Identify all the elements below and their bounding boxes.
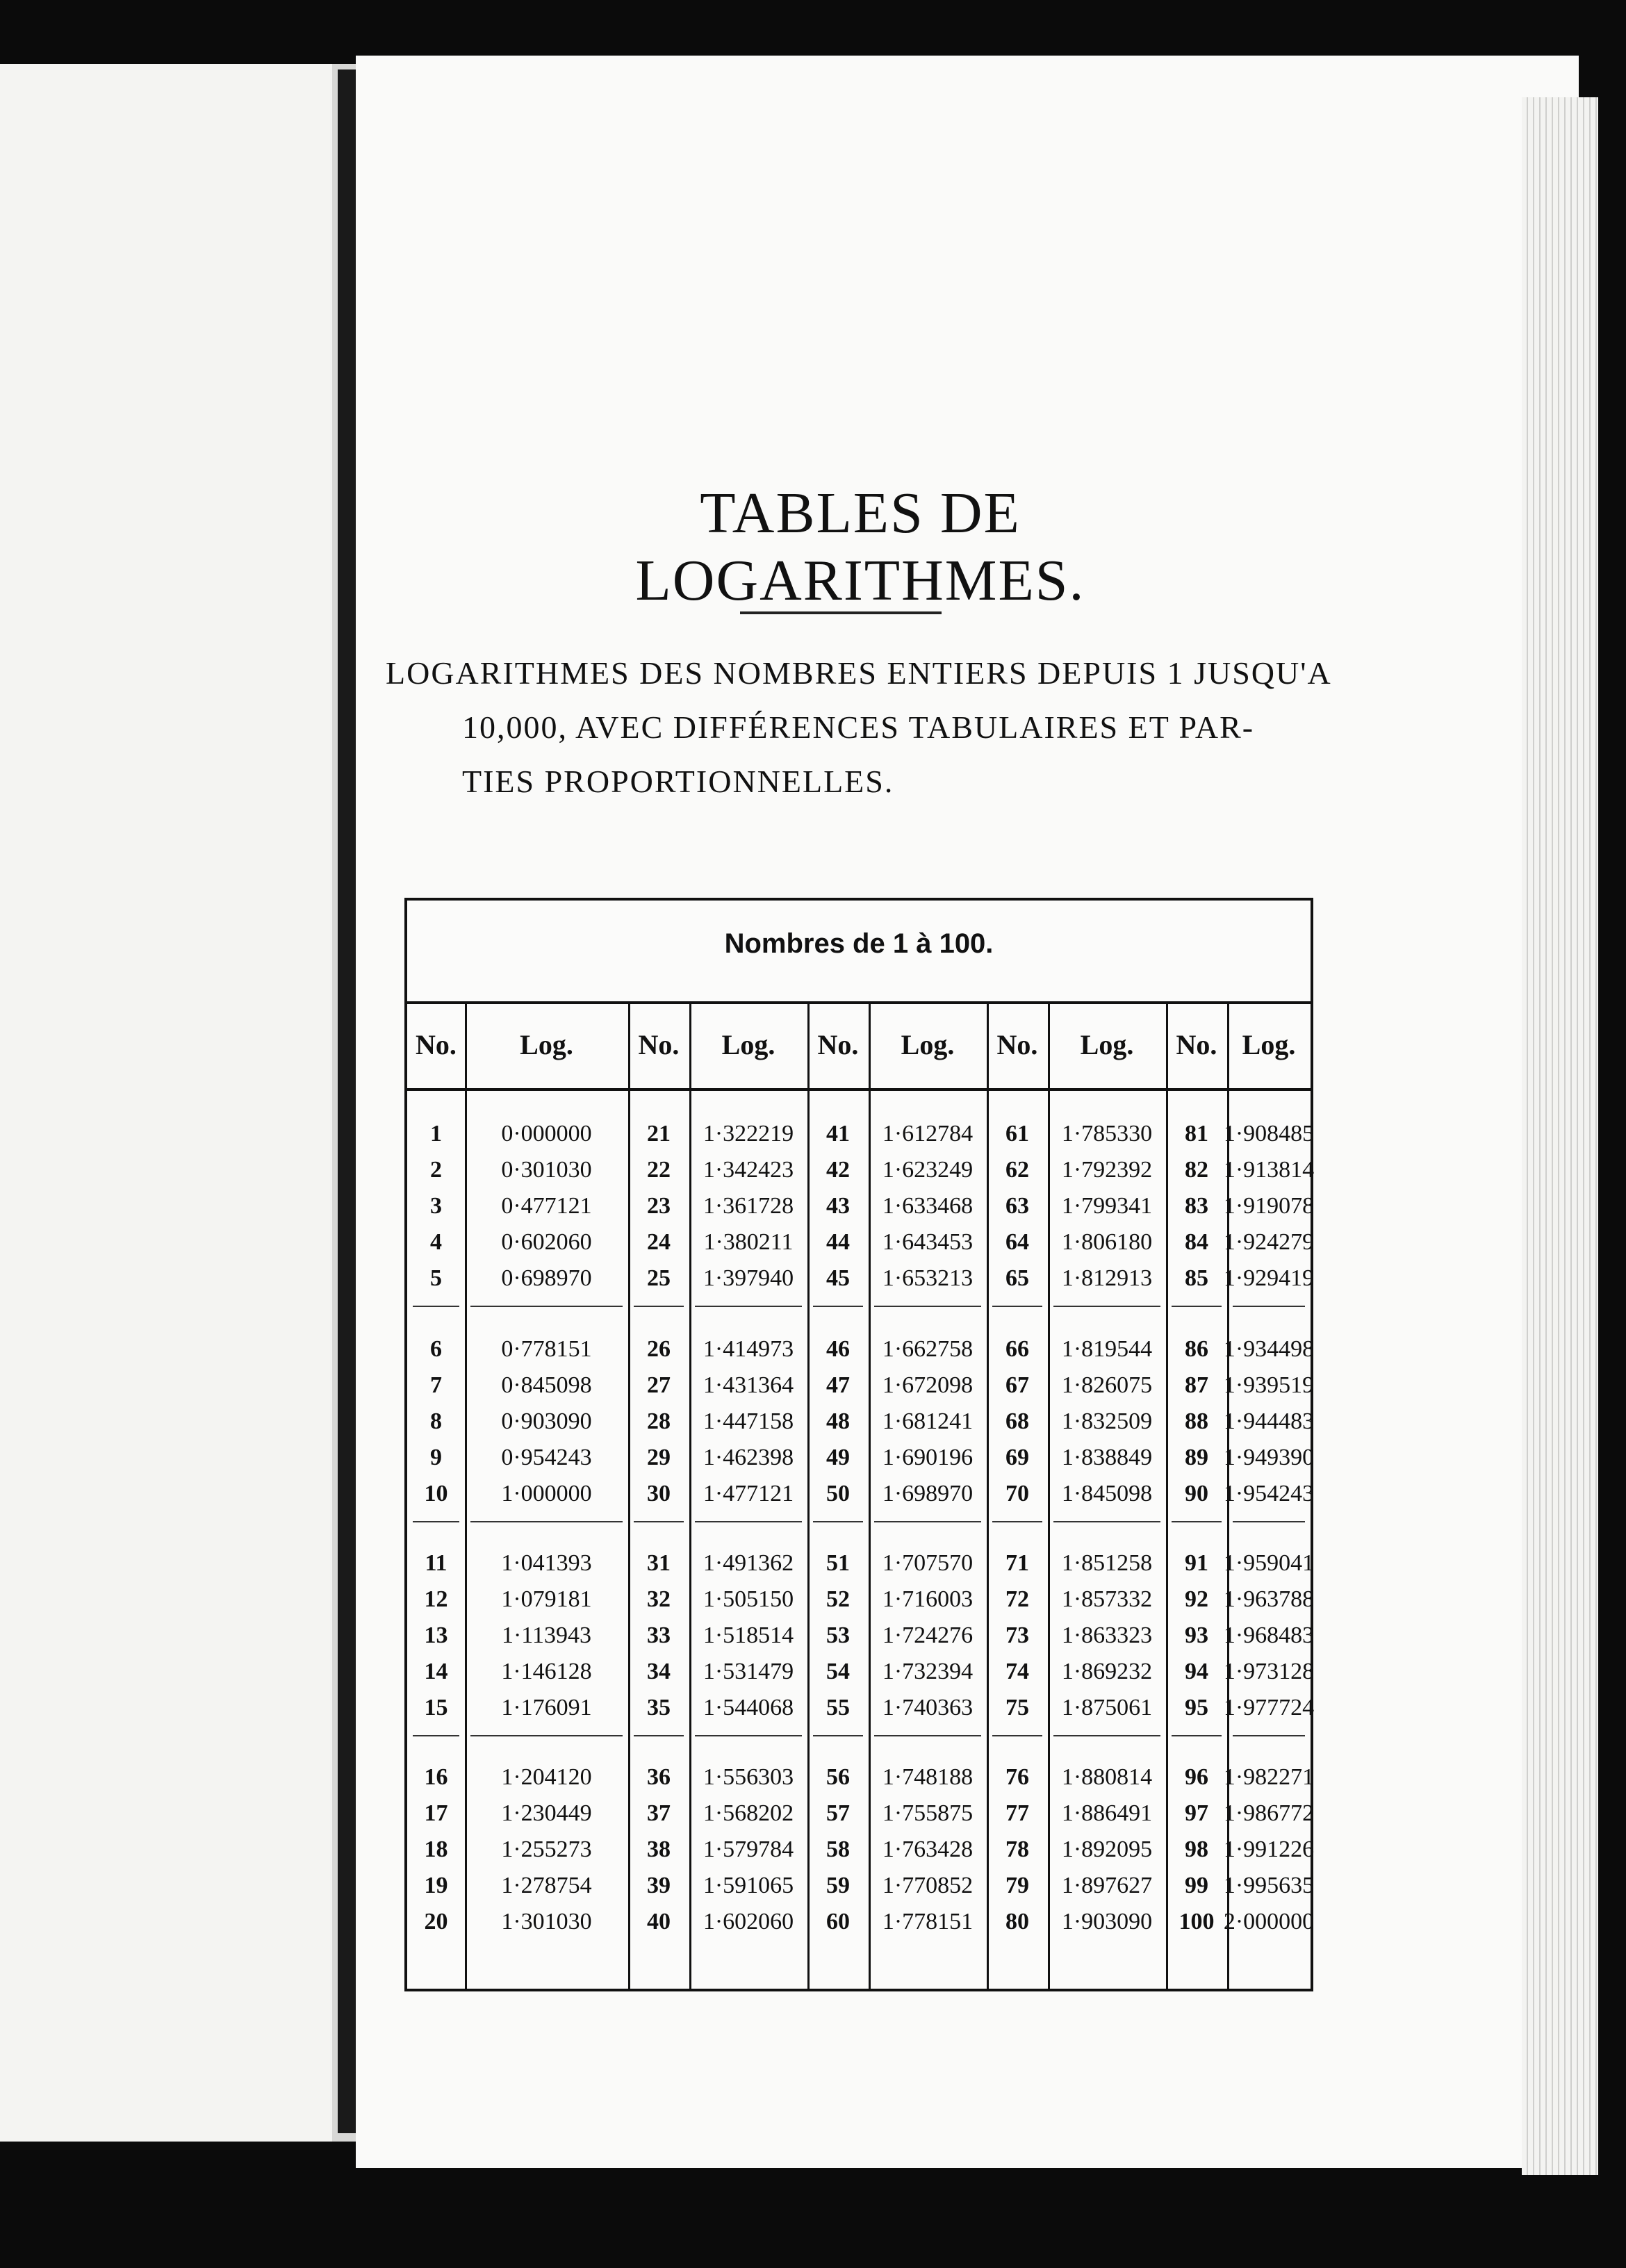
log-cell: 1·838849 [1061, 1445, 1153, 1470]
number-cell: 18 [424, 1836, 448, 1862]
group-separator [1233, 1306, 1305, 1307]
log-cell: 1·995635 [1223, 1873, 1315, 1898]
log-cell: 1·653213 [882, 1265, 974, 1291]
number-cell: 33 [647, 1622, 671, 1648]
group-separator [813, 1306, 863, 1307]
number-cell: 85 [1185, 1265, 1208, 1291]
number-cell: 12 [424, 1586, 448, 1612]
log-cell: 1·944483 [1223, 1408, 1315, 1434]
group-separator [470, 1735, 623, 1736]
number-cell: 14 [424, 1659, 448, 1684]
group-separator [813, 1735, 863, 1736]
group-separator [470, 1521, 623, 1522]
header-no: No. [638, 1029, 680, 1060]
log-cell: 0·954243 [501, 1445, 592, 1470]
log-column-4 [1048, 1001, 1168, 1989]
number-cell: 65 [1005, 1265, 1029, 1291]
group-separator [413, 1306, 459, 1307]
log-cell: 1·977724 [1223, 1695, 1315, 1720]
log-cell: 1·698970 [882, 1481, 974, 1506]
log-cell: 1·591065 [703, 1873, 794, 1898]
number-cell: 28 [647, 1408, 671, 1434]
number-cell: 9 [430, 1445, 442, 1470]
number-cell: 69 [1005, 1445, 1029, 1470]
log-cell: 1·579784 [703, 1836, 794, 1862]
log-cell: 1·278754 [501, 1873, 592, 1898]
log-cell: 1·897627 [1061, 1873, 1153, 1898]
log-cell: 1·869232 [1061, 1659, 1153, 1684]
number-cell: 57 [826, 1800, 850, 1826]
number-cell: 60 [826, 1909, 850, 1934]
log-cell: 1·880814 [1061, 1764, 1153, 1790]
group-separator [695, 1306, 802, 1307]
log-cell: 1·806180 [1061, 1229, 1153, 1255]
log-cell: 1·792392 [1061, 1157, 1153, 1183]
number-cell: 82 [1185, 1157, 1208, 1183]
number-cell: 66 [1005, 1336, 1029, 1362]
number-cell: 43 [826, 1193, 850, 1219]
log-cell: 1·892095 [1061, 1836, 1153, 1862]
log-cell: 1·778151 [882, 1909, 974, 1934]
number-cell: 52 [826, 1586, 850, 1612]
number-column-4 [987, 1001, 1050, 1989]
header-no: No. [996, 1029, 1038, 1060]
log-cell: 1·973128 [1223, 1659, 1315, 1684]
log-cell: 1·397940 [703, 1265, 794, 1291]
log-cell: 1·991226 [1223, 1836, 1315, 1862]
log-cell: 1·959041 [1223, 1550, 1315, 1576]
log-cell: 1·857332 [1061, 1586, 1153, 1612]
group-separator [634, 1735, 684, 1736]
log-cell: 1·041393 [501, 1550, 592, 1576]
log-cell: 1·000000 [501, 1481, 592, 1506]
number-cell: 15 [424, 1695, 448, 1720]
log-cell: 1·913814 [1223, 1157, 1315, 1183]
number-cell: 56 [826, 1764, 850, 1790]
number-cell: 96 [1185, 1764, 1208, 1790]
number-cell: 98 [1185, 1836, 1208, 1862]
group-separator [470, 1306, 623, 1307]
number-cell: 94 [1185, 1659, 1208, 1684]
number-cell: 90 [1185, 1481, 1208, 1506]
number-cell: 70 [1005, 1481, 1029, 1506]
number-cell: 34 [647, 1659, 671, 1684]
number-cell: 39 [647, 1873, 671, 1898]
number-cell: 84 [1185, 1229, 1208, 1255]
number-cell: 8 [430, 1408, 442, 1434]
log-cell: 1·949390 [1223, 1445, 1315, 1470]
log-cell: 1·491362 [703, 1550, 794, 1576]
number-cell: 21 [647, 1121, 671, 1147]
number-cell: 20 [424, 1909, 448, 1934]
number-cell: 62 [1005, 1157, 1029, 1183]
number-cell: 47 [826, 1372, 850, 1398]
log-cell: 2·000000 [1223, 1909, 1315, 1934]
log-cell: 0·845098 [501, 1372, 592, 1398]
group-separator [1233, 1735, 1305, 1736]
table-caption: Nombres de 1 à 100. [724, 928, 994, 959]
number-cell: 13 [424, 1622, 448, 1648]
group-separator [413, 1735, 459, 1736]
number-cell: 38 [647, 1836, 671, 1862]
group-separator [874, 1735, 981, 1736]
log-cell: 1·176091 [501, 1695, 592, 1720]
number-cell: 36 [647, 1764, 671, 1790]
log-cell: 1·322219 [703, 1121, 794, 1147]
number-cell: 37 [647, 1800, 671, 1826]
log-cell: 1·531479 [703, 1659, 794, 1684]
number-cell: 22 [647, 1157, 671, 1183]
log-cell: 1·954243 [1223, 1481, 1315, 1506]
log-cell: 1·732394 [882, 1659, 974, 1684]
group-separator [695, 1735, 802, 1736]
header-log: Log. [1242, 1029, 1296, 1060]
log-cell: 1·662758 [882, 1336, 974, 1362]
number-cell: 48 [826, 1408, 850, 1434]
number-cell: 35 [647, 1695, 671, 1720]
log-cell: 1·447158 [703, 1408, 794, 1434]
number-cell: 68 [1005, 1408, 1029, 1434]
number-cell: 10 [424, 1481, 448, 1506]
header-log: Log. [721, 1029, 775, 1060]
number-cell: 91 [1185, 1550, 1208, 1576]
header-log: Log. [901, 1029, 955, 1060]
log-cell: 1·612784 [882, 1121, 974, 1147]
group-separator [1172, 1735, 1222, 1736]
log-cell: 0·778151 [501, 1336, 592, 1362]
log-cell: 1·672098 [882, 1372, 974, 1398]
number-cell: 74 [1005, 1659, 1029, 1684]
log-cell: 1·602060 [703, 1909, 794, 1934]
log-cell: 1·568202 [703, 1800, 794, 1826]
number-cell: 54 [826, 1659, 850, 1684]
group-separator [1172, 1521, 1222, 1522]
number-cell: 92 [1185, 1586, 1208, 1612]
number-cell: 77 [1005, 1800, 1029, 1826]
number-cell: 78 [1005, 1836, 1029, 1862]
number-cell: 80 [1005, 1909, 1029, 1934]
number-cell: 6 [430, 1336, 442, 1362]
group-separator [992, 1521, 1042, 1522]
log-cell: 1·342423 [703, 1157, 794, 1183]
log-cell: 1·924279 [1223, 1229, 1315, 1255]
number-cell: 86 [1185, 1336, 1208, 1362]
group-separator [992, 1735, 1042, 1736]
log-cell: 1·903090 [1061, 1909, 1153, 1934]
log-cell: 1·633468 [882, 1193, 974, 1219]
log-column-2 [689, 1001, 810, 1989]
number-cell: 64 [1005, 1229, 1029, 1255]
number-cell: 11 [425, 1550, 447, 1576]
log-cell: 1·431364 [703, 1372, 794, 1398]
number-cell: 45 [826, 1265, 850, 1291]
log-cell: 0·000000 [501, 1121, 592, 1147]
log-cell: 1·544068 [703, 1695, 794, 1720]
log-cell: 1·799341 [1061, 1193, 1153, 1219]
log-cell: 1·863323 [1061, 1622, 1153, 1648]
log-cell: 1·851258 [1061, 1550, 1153, 1576]
log-cell: 0·698970 [501, 1265, 592, 1291]
number-cell: 75 [1005, 1695, 1029, 1720]
number-cell: 51 [826, 1550, 850, 1576]
subtitle-line-1: LOGARITHMES DES NOMBRES ENTIERS DEPUIS 1 JUSQU'A [386, 655, 1332, 691]
subtitle [386, 646, 1345, 809]
log-cell: 1·230449 [501, 1800, 592, 1826]
group-separator [1053, 1306, 1160, 1307]
logarithm-table [404, 898, 1313, 1991]
number-cell: 5 [430, 1265, 442, 1291]
number-column-1 [407, 1001, 467, 1989]
log-column-3 [869, 1001, 989, 1989]
log-cell: 1·643453 [882, 1229, 974, 1255]
number-cell: 72 [1005, 1586, 1029, 1612]
log-cell: 1·908485 [1223, 1121, 1315, 1147]
number-cell: 25 [647, 1265, 671, 1291]
log-cell: 1·462398 [703, 1445, 794, 1470]
log-cell: 1·785330 [1061, 1121, 1153, 1147]
log-cell: 1·929419 [1223, 1265, 1315, 1291]
subtitle-line-3: TIES PROPORTIONNELLES. [462, 764, 894, 799]
number-cell: 89 [1185, 1445, 1208, 1470]
log-cell: 1·812913 [1061, 1265, 1153, 1291]
subtitle-line-2: 10,000, AVEC DIFFÉRENCES TABULAIRES ET PAR- [462, 709, 1255, 745]
log-cell: 1·986772 [1223, 1800, 1315, 1826]
header-no: No. [1176, 1029, 1217, 1060]
log-cell: 1·832509 [1061, 1408, 1153, 1434]
number-cell: 40 [647, 1909, 671, 1934]
page-edges [1522, 97, 1598, 2175]
log-cell: 0·301030 [501, 1157, 592, 1183]
log-cell: 1·079181 [501, 1586, 592, 1612]
left-page [0, 64, 332, 2142]
log-column-1 [465, 1001, 630, 1989]
group-separator [1172, 1306, 1222, 1307]
log-cell: 1·556303 [703, 1764, 794, 1790]
group-separator [1053, 1521, 1160, 1522]
header-log: Log. [520, 1029, 573, 1060]
number-cell: 59 [826, 1873, 850, 1898]
group-separator [874, 1306, 981, 1307]
log-cell: 1·113943 [501, 1622, 592, 1648]
number-cell: 49 [826, 1445, 850, 1470]
log-cell: 1·770852 [882, 1873, 974, 1898]
group-separator [874, 1521, 981, 1522]
number-cell: 29 [647, 1445, 671, 1470]
log-cell: 1·919078 [1223, 1193, 1315, 1219]
number-cell: 7 [430, 1372, 442, 1398]
number-cell: 83 [1185, 1193, 1208, 1219]
number-cell: 41 [826, 1121, 850, 1147]
number-cell: 17 [424, 1800, 448, 1826]
log-cell: 1·826075 [1061, 1372, 1153, 1398]
header-no: No. [817, 1029, 859, 1060]
group-separator [992, 1306, 1042, 1307]
log-cell: 1·886491 [1061, 1800, 1153, 1826]
log-cell: 1·146128 [501, 1659, 592, 1684]
log-cell: 0·602060 [501, 1229, 592, 1255]
log-cell: 1·724276 [882, 1622, 974, 1648]
number-cell: 26 [647, 1336, 671, 1362]
log-cell: 1·963788 [1223, 1586, 1315, 1612]
number-cell: 53 [826, 1622, 850, 1648]
log-cell: 1·518514 [703, 1622, 794, 1648]
number-cell: 3 [430, 1193, 442, 1219]
header-no: No. [416, 1029, 457, 1060]
log-cell: 1·255273 [501, 1836, 592, 1862]
number-cell: 87 [1185, 1372, 1208, 1398]
log-cell: 1·763428 [882, 1836, 974, 1862]
number-cell: 23 [647, 1193, 671, 1219]
number-cell: 88 [1185, 1408, 1208, 1434]
number-cell: 95 [1185, 1695, 1208, 1720]
log-cell: 1·934498 [1223, 1336, 1315, 1362]
number-cell: 27 [647, 1372, 671, 1398]
log-cell: 0·477121 [501, 1193, 592, 1219]
number-cell: 93 [1185, 1622, 1208, 1648]
log-cell: 1·982271 [1223, 1764, 1315, 1790]
log-cell: 1·716003 [882, 1586, 974, 1612]
number-cell: 61 [1005, 1121, 1029, 1147]
number-cell: 31 [647, 1550, 671, 1576]
log-cell: 1·681241 [882, 1408, 974, 1434]
log-cell: 1·845098 [1061, 1481, 1153, 1506]
number-cell: 2 [430, 1157, 442, 1183]
log-cell: 1·968483 [1223, 1622, 1315, 1648]
log-cell: 1·740363 [882, 1695, 974, 1720]
number-cell: 24 [647, 1229, 671, 1255]
log-cell: 1·875061 [1061, 1695, 1153, 1720]
number-cell: 76 [1005, 1764, 1029, 1790]
log-cell: 1·939519 [1223, 1372, 1315, 1398]
number-cell: 63 [1005, 1193, 1029, 1219]
header-log: Log. [1080, 1029, 1134, 1060]
log-cell: 1·748188 [882, 1764, 974, 1790]
log-cell: 0·903090 [501, 1408, 592, 1434]
number-cell: 99 [1185, 1873, 1208, 1898]
number-cell: 58 [826, 1836, 850, 1862]
number-cell: 81 [1185, 1121, 1208, 1147]
number-column-5 [1166, 1001, 1229, 1989]
log-cell: 1·380211 [703, 1229, 794, 1255]
log-cell: 1·819544 [1061, 1336, 1153, 1362]
number-cell: 73 [1005, 1622, 1029, 1648]
log-cell: 1·707570 [882, 1550, 974, 1576]
number-cell: 55 [826, 1695, 850, 1720]
log-cell: 1·361728 [703, 1193, 794, 1219]
number-column-2 [628, 1001, 691, 1989]
log-cell: 1·477121 [703, 1481, 794, 1506]
group-separator [695, 1521, 802, 1522]
number-cell: 30 [647, 1481, 671, 1506]
number-cell: 1 [430, 1121, 442, 1147]
number-column-3 [807, 1001, 871, 1989]
number-cell: 71 [1005, 1550, 1029, 1576]
number-cell: 4 [430, 1229, 442, 1255]
log-cell: 1·690196 [882, 1445, 974, 1470]
group-separator [1233, 1521, 1305, 1522]
log-cell: 1·301030 [501, 1909, 592, 1934]
log-cell: 1·505150 [703, 1586, 794, 1612]
group-separator [1053, 1735, 1160, 1736]
log-cell: 1·414973 [703, 1336, 794, 1362]
log-column-5 [1223, 1001, 1315, 1989]
number-cell: 46 [826, 1336, 850, 1362]
log-cell: 1·755875 [882, 1800, 974, 1826]
group-separator [634, 1306, 684, 1307]
number-cell: 19 [424, 1873, 448, 1898]
number-cell: 97 [1185, 1800, 1208, 1826]
number-cell: 67 [1005, 1372, 1029, 1398]
number-cell: 32 [647, 1586, 671, 1612]
page-title: TABLES DE LOGARITHMES. [635, 481, 1085, 613]
number-cell: 42 [826, 1157, 850, 1183]
number-cell: 50 [826, 1481, 850, 1506]
group-separator [813, 1521, 863, 1522]
number-cell: 100 [1179, 1909, 1215, 1934]
number-cell: 44 [826, 1229, 850, 1255]
number-cell: 79 [1005, 1873, 1029, 1898]
number-cell: 16 [424, 1764, 448, 1790]
log-cell: 1·204120 [501, 1764, 592, 1790]
group-separator [634, 1521, 684, 1522]
group-separator [413, 1521, 459, 1522]
log-cell: 1·623249 [882, 1157, 974, 1183]
title-rule [740, 611, 942, 614]
